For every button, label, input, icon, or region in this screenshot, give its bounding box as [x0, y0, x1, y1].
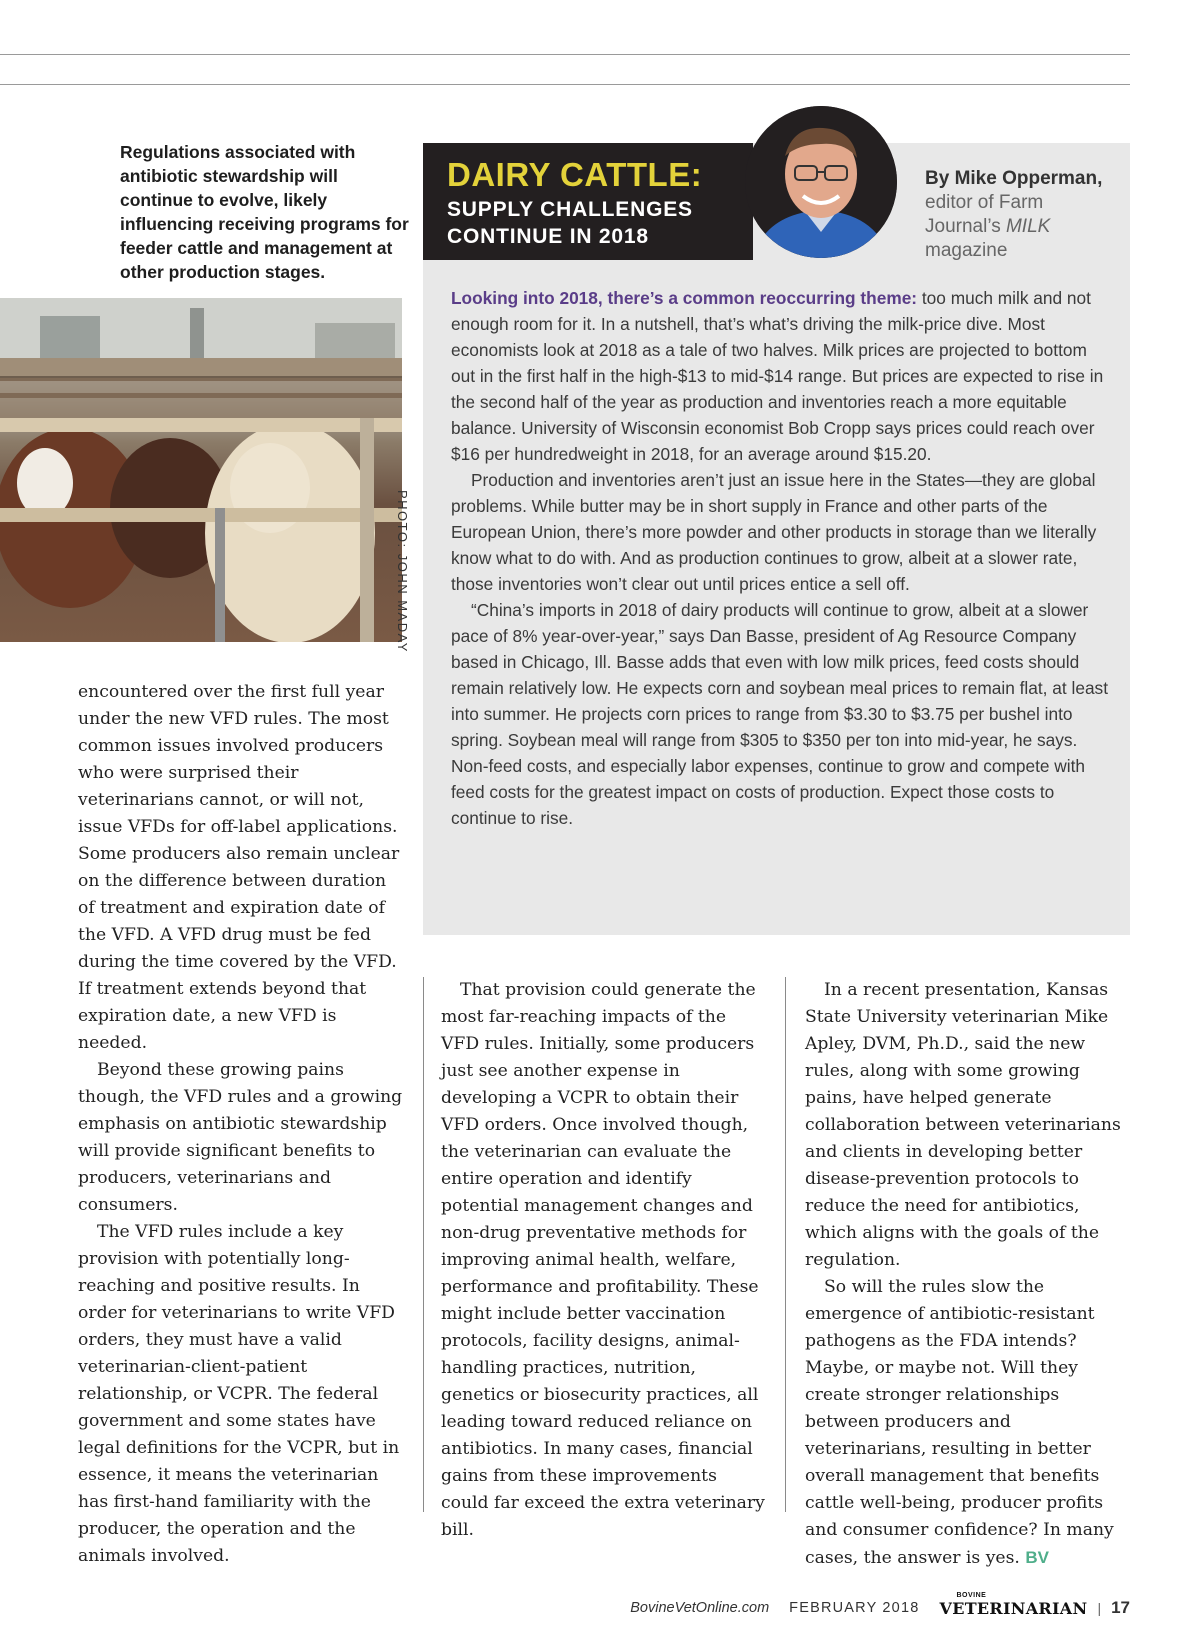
cattle-feedlot-photo: [0, 298, 402, 642]
right-paragraph-1: In a recent presentation, Kansas State University veterinarian Mike Apley, DVM, Ph.D., said the new rules, along with some growing pains, have helped generate collaboration between veterinarians and clients in developing better disease-prevention protocols to reduce the need for antibiotics, which aligns with the goals of the regulation.: [805, 980, 1121, 1270]
left-paragraph-3: The VFD rules include a key provision with potentially long-reaching and positive results. In order for veterinarians to write VFD orders, they must have a valid veterinarian-client-patient relationship, or VCPR. The federal government and some states have legal definitions for the VCPR, but in essence, it means the veterinarian has first-hand familiarity with the producer, the operation and the animals involved.: [78, 1222, 400, 1566]
sidebar-paragraph-3: “China’s imports in 2018 of dairy products will continue to grow, albeit at a slower pace of 8% year-over-year,” says Dan Basse, president of Ag Resource Company based in Chicago, Ill. Basse adds that even with low milk prices, feed costs should remain relatively low. He expects corn and soybean meal prices to remain flat, at least into summer. He projects corn prices to range from $3.30 to $3.75 per bushel into spring. Soybean meal will range from $305 to $350 per ton into mid-year, he says. Non-feed costs, and especially labor expenses, continue to grow and compete with feed costs for the greatest impact on costs of production. Expect those costs to continue to rise.: [451, 600, 1108, 828]
right-column: [805, 977, 1135, 1572]
logo-top-text: BOVINE: [956, 1591, 987, 1599]
photo-credit: PHOTO: JOHN MADAY: [395, 490, 410, 653]
middle-paragraph-1: That provision could generate the most far-reaching impacts of the VFD rules. Initially, some producers just see another expense in developing a VCPR to obtain their VFD orders. Once involved though, the veterinarian can evaluate the entire operation and identify potential management changes and non-drug preventative methods for improving animal health, welfare, performance and profitability. These might include better vaccination protocols, facility designs, animal-handling practices, nutrition, genetics or biosecurity practices, all leading toward reduced reliance on antibiotics. In many cases, financial gains from these improvements could far exceed the extra veterinary bill.: [441, 980, 765, 1540]
author-portrait: [745, 106, 897, 258]
photo-caption: Regulations associated with antibiotic stewardship will continue to evolve, likely influencing receiving programs for feeder cattle and management at other production stages.: [120, 142, 409, 282]
left-column: [78, 679, 403, 1570]
footer-separator: |: [1097, 1600, 1102, 1616]
sidebar-paragraph-1: [451, 285, 1111, 467]
logo-main-text: VETERINARIAN: [939, 1598, 1088, 1618]
magazine-logo: [939, 1591, 1088, 1618]
sidebar-title: DAIRY CATTLE:: [447, 156, 703, 193]
right-paragraph-2-text: So will the rules slow the emergence of antibiotic-resistant pathogens as the FDA intends? Maybe, or maybe not. Will they create stronger relationships between producers and veterinarians, resulting in better overall management that benefits cattle well-being, producer profits and consumer confidence? In many cases, the answer is yes.: [805, 1277, 1114, 1568]
sidebar-paragraph-1-text: too much milk and not enough room for it. In a nutshell, that’s what’s driving the milk-price dive. Most economists look at 2018 as a tale of two halves. Milk prices are projected to bottom out in the first half in the high-$13 to mid-$14 range. But prices are expected to rise in the second half of the year as production and inventories reach a more equitable balance. University of Wisconsin economist Bob Cropp says prices could reach over $16 per hundredweight in 2018, for an average around $15.20.: [451, 288, 1104, 464]
footer-issue-date: FEBRUARY 2018: [789, 1600, 920, 1616]
footer-website: BovineVetOnline.com: [630, 1600, 770, 1616]
author-name: By Mike Opperman,: [925, 168, 1103, 189]
end-mark: BV: [1025, 1548, 1049, 1567]
magazine-name: MILK: [1005, 216, 1051, 237]
sidebar-body: [451, 285, 1111, 831]
column-divider-left: [423, 977, 424, 1512]
left-paragraph-2: Beyond these growing pains though, the VFD rules and a growing emphasis on antibiotic stewardship will provide significant benefits to producers, veterinarians and consumers.: [78, 1060, 403, 1215]
sidebar-lead: Looking into 2018, there’s a common reoccurring theme:: [451, 288, 918, 308]
author-byline: [925, 167, 1115, 263]
top-rule: [0, 54, 1130, 55]
sidebar-subtitle: SUPPLY CHALLENGES CONTINUE IN 2018: [447, 198, 693, 248]
cattle-photo-illustration: [0, 298, 402, 642]
middle-column: [441, 977, 767, 1544]
right-paragraph-2: [805, 1274, 1135, 1572]
top-rule-second: [0, 84, 1130, 85]
author-portrait-illustration: [745, 106, 897, 258]
magazine-suffix: magazine: [925, 240, 1008, 261]
left-paragraph-1: encountered over the first full year under the new VFD rules. The most common issues involved producers who were surprised their veterinarians cannot, or will not, issue VFDs for off-label applications. Some producers also remain unclear on the difference between duration of treatment and expiration date of the VFD. A VFD drug must be fed during the time covered by the VFD. If treatment extends beyond that expiration date, a new VFD is needed.: [78, 682, 400, 1053]
sidebar-paragraph-2: Production and inventories aren’t just an issue here in the States—they are global problems. While butter may be in short supply in France and other parts of the European Union, there’s more powder and other products in storage than we literally know what to do with. And as production continues to grow, albeit at a slower rate, those inventories won’t clear out until prices entice a sell off.: [451, 470, 1097, 594]
column-divider-right: [785, 977, 786, 1512]
page-footer: [620, 1591, 1130, 1620]
page-number: 17: [1111, 1598, 1130, 1617]
author-role: editor of Farm Journal’s: [925, 192, 1044, 237]
